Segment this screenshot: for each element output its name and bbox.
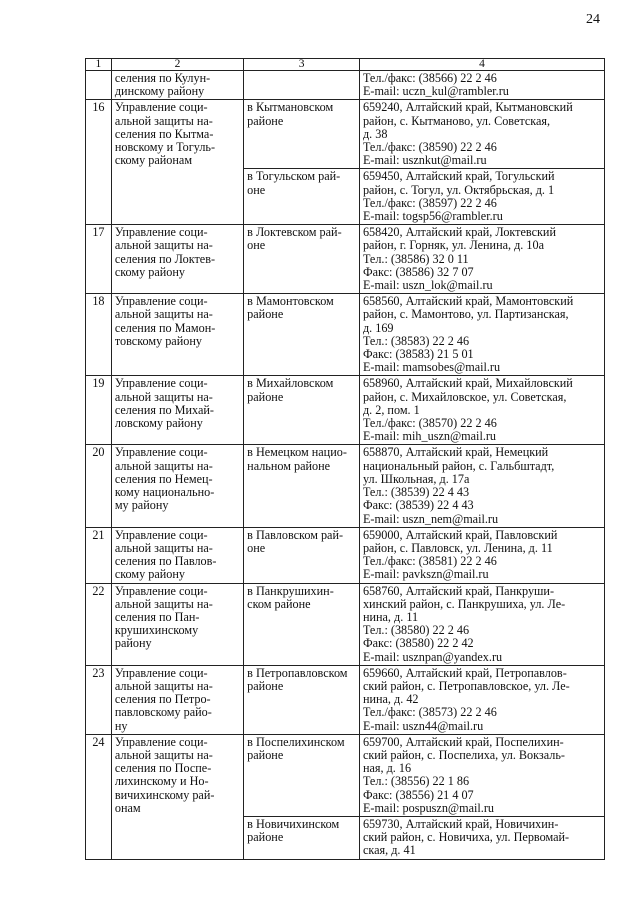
office-name-cell [111, 665, 243, 734]
office-name-line: селения по Михай- [114, 402, 214, 417]
office-name-cell [111, 71, 243, 100]
office-name-line: вичихинскому рай- [114, 787, 215, 802]
office-name-line: району [114, 636, 152, 651]
office-name-cell [111, 294, 243, 376]
column-number-row [86, 59, 605, 71]
office-name-line: Управление соци- [114, 225, 208, 240]
office-name-line: альной защиты на- [114, 238, 213, 253]
column-number: 1 [86, 59, 112, 71]
district-cell [244, 527, 360, 583]
contact-line: Тел./факс: (38573) 22 2 46 [362, 705, 497, 720]
district-line: районе [247, 678, 284, 693]
contact-line: 659660, Алтайский край, Петропавлов- [362, 665, 567, 680]
contact-line: 659700, Алтайский край, Поспелихин- [362, 734, 564, 749]
contact-line: район, г. Горняк, ул. Ленина, д. 10а [362, 238, 544, 253]
district-line: в Панкрушихин- [247, 583, 334, 598]
contact-line: Тел./факс: (38570) 22 2 46 [362, 416, 497, 431]
contacts-cell [359, 734, 604, 816]
office-name-line: павловскому райо- [114, 705, 212, 720]
office-name-line: селения по Пан- [114, 609, 200, 624]
district-line: районе [247, 307, 284, 322]
table-row [86, 583, 605, 665]
office-name-cell [111, 376, 243, 445]
office-name-line: кому национально- [114, 485, 215, 500]
district-line: в Новичихинском [247, 816, 340, 831]
office-name-line: скому району [114, 567, 186, 582]
office-name-line: селения по Немец- [114, 471, 213, 486]
contact-line: E-mail: mih_uszn@mail.ru [362, 429, 497, 444]
contact-line: д. 2, пом. 1 [362, 402, 420, 417]
contact-line: 658560, Алтайский край, Мамонтовский [362, 294, 574, 309]
district-line: в Павловском рай- [247, 527, 344, 542]
office-name-cell [111, 445, 243, 527]
contact-line: д. 169 [362, 320, 394, 335]
district-cell [244, 376, 360, 445]
office-name-line: селения по Кулун- [114, 71, 211, 85]
district-cell [244, 169, 360, 225]
district-cell [244, 734, 360, 816]
contact-line: ская, д. 41 [362, 843, 416, 858]
contact-line: E-mail: togsp56@rambler.ru [362, 209, 503, 224]
district-cell [244, 294, 360, 376]
contact-line: ский район, с. Петропавловское, ул. Ле- [362, 678, 570, 693]
office-name-line: товскому району [114, 333, 202, 348]
district-line: оне [247, 540, 266, 555]
row-number-cell: 20 [86, 445, 112, 527]
district-line: районе [247, 389, 284, 404]
district-line: в Михайловском [247, 376, 334, 391]
page-number: 24 [586, 12, 600, 27]
district-line: нальном районе [247, 458, 331, 473]
contact-line: E-mail: uszn_lok@mail.ru [362, 278, 493, 293]
table-row [86, 527, 605, 583]
row-number-cell: 17 [86, 225, 112, 294]
table-row [86, 225, 605, 294]
office-name-line: Управление соци- [114, 100, 208, 115]
contact-line: 659450, Алтайский край, Тогульский [362, 169, 555, 184]
table-row [86, 376, 605, 445]
office-name-line: скому районам [114, 153, 193, 168]
contact-line: д. 38 [362, 126, 388, 141]
table-row [86, 71, 605, 100]
column-number: 4 [359, 59, 604, 71]
contact-line: Факс: (38580) 22 2 42 [362, 636, 474, 651]
contact-line: 658420, Алтайский край, Локтевский [362, 225, 556, 240]
contact-line: ул. Школьная, д. 17а [362, 471, 470, 486]
office-name-line: ловскому району [114, 416, 203, 431]
district-cell [244, 71, 360, 100]
office-name-line: Управление соци- [114, 527, 208, 542]
contact-line: ная, д. 16 [362, 761, 412, 776]
district-line: в Тогульском рай- [247, 169, 341, 184]
contacts-cell [359, 527, 604, 583]
row-number-cell: 24 [86, 734, 112, 859]
office-name-line: альной защиты на- [114, 458, 213, 473]
contact-line: E-mail: usznpan@yandex.ru [362, 649, 503, 664]
contact-line: E-mail: uszn_nem@mail.ru [362, 511, 499, 526]
office-name-line: онам [114, 800, 141, 815]
contacts-cell [359, 225, 604, 294]
table-row [86, 665, 605, 734]
contacts-cell [359, 583, 604, 665]
contact-line: ский район, с. Новичиха, ул. Первомай- [362, 830, 570, 845]
office-name-line: селения по Локтев- [114, 251, 216, 266]
office-name-line: новскому и Тогуль- [114, 140, 216, 155]
contact-line: Факс: (38556) 21 4 07 [362, 787, 474, 802]
office-name-line: лихинскому и Но- [114, 774, 209, 789]
contact-line: ский район, с. Поспелиха, ул. Вокзаль- [362, 747, 565, 762]
district-cell [244, 100, 360, 169]
contacts-cell [359, 816, 604, 859]
office-name-line: Управление соци- [114, 294, 208, 309]
row-number-cell: 22 [86, 583, 112, 665]
contact-line: E-mail: usznkut@mail.ru [362, 153, 487, 168]
office-name-line: альной защиты на- [114, 540, 213, 555]
office-name-line: му району [114, 498, 169, 513]
office-name-line: Управление соци- [114, 445, 208, 460]
contact-line: 659730, Алтайский край, Новичихин- [362, 816, 559, 831]
district-line: оне [247, 182, 266, 197]
column-number: 2 [111, 59, 243, 71]
contacts-cell [359, 665, 604, 734]
row-number-cell: 19 [86, 376, 112, 445]
office-name-cell [111, 100, 243, 225]
contact-line: E-mail: pavkszn@mail.ru [362, 567, 489, 582]
office-name-line: альной защиты на- [114, 596, 213, 611]
district-line: районе [247, 747, 284, 762]
district-cell [244, 445, 360, 527]
contact-line: E-mail: mamsobes@mail.ru [362, 360, 501, 375]
district-line: районе [247, 113, 284, 128]
district-line: в Петропавловском [247, 665, 348, 680]
district-line: в Мамонтовском [247, 294, 334, 309]
office-name-line: Управление соци- [114, 583, 208, 598]
office-name-line: селения по Петро- [114, 692, 211, 707]
office-name-line: Управление соци- [114, 376, 208, 391]
contact-line: 658960, Алтайский край, Михайловский [362, 376, 573, 391]
office-name-line: альной защиты на- [114, 113, 213, 128]
contact-line: E-mail: uszn44@mail.ru [362, 718, 484, 733]
contact-line: Тел./факс: (38590) 22 2 46 [362, 140, 497, 155]
table-body [86, 71, 605, 860]
contact-line: E-mail: uczn_kul@rambler.ru [362, 84, 509, 99]
contact-line: Тел.: (38539) 22 4 43 [362, 485, 470, 500]
contact-line: 658760, Алтайский край, Панкруши- [362, 583, 555, 598]
contact-line: E-mail: pospuszn@mail.ru [362, 800, 494, 815]
contact-line: Тел./факс: (38566) 22 2 46 [362, 71, 497, 85]
district-cell [244, 225, 360, 294]
table-row [86, 294, 605, 376]
row-number-cell: 23 [86, 665, 112, 734]
contact-line: Тел.: (38580) 22 2 46 [362, 623, 470, 638]
office-name-cell [111, 225, 243, 294]
contact-line: 658870, Алтайский край, Немецкий [362, 445, 549, 460]
office-name-line: крушихинскому [114, 623, 199, 638]
contact-line: Факс: (38583) 21 5 01 [362, 347, 474, 362]
contacts-cell [359, 169, 604, 225]
contact-line: нина, д. 11 [362, 609, 419, 624]
contacts-cell [359, 376, 604, 445]
contact-line: Тел.: (38556) 22 1 86 [362, 774, 470, 789]
contacts-cell [359, 445, 604, 527]
office-name-line: селения по Мамон- [114, 320, 216, 335]
contact-line: Тел./факс: (38581) 22 2 46 [362, 554, 497, 569]
contact-line: Факс: (38586) 32 7 07 [362, 264, 474, 279]
office-name-line: скому району [114, 264, 186, 279]
table-row [86, 734, 605, 816]
office-name-line: селения по Павлов- [114, 554, 217, 569]
contact-line: район, с. Павловск, ул. Ленина, д. 11 [362, 540, 553, 555]
contacts-cell [359, 294, 604, 376]
row-number-cell: 16 [86, 100, 112, 225]
office-name-line: селения по Поспе- [114, 761, 212, 776]
contact-line: район, с. Тогул, ул. Октябрьская, д. 1 [362, 182, 555, 197]
contacts-table [85, 58, 605, 860]
office-name-cell [111, 527, 243, 583]
office-name-line: альной защиты на- [114, 747, 213, 762]
contact-line: район, с. Кытманово, ул. Советская, [362, 113, 551, 128]
office-name-line: Управление соци- [114, 734, 208, 749]
district-line: в Кытмановском [247, 100, 334, 115]
contact-line: Факс: (38539) 22 4 43 [362, 498, 474, 513]
district-line: районе [247, 830, 284, 845]
row-number-cell [86, 71, 112, 100]
office-name-line: ну [114, 718, 128, 733]
district-cell [244, 816, 360, 859]
contact-line: 659240, Алтайский край, Кытмановский [362, 100, 573, 115]
district-line: в Немецком нацио- [247, 445, 347, 460]
office-name-line: альной защиты на- [114, 389, 213, 404]
office-name-line: селения по Кытма- [114, 126, 214, 141]
contact-line: район, с. Мамонтово, ул. Партизанская, [362, 307, 569, 322]
contact-line: район, с. Михайловское, ул. Советская, [362, 389, 567, 404]
contacts-cell [359, 71, 604, 100]
district-cell [244, 583, 360, 665]
table-row [86, 100, 605, 169]
office-name-line: альной защиты на- [114, 307, 213, 322]
contact-line: нина, д. 42 [362, 692, 419, 707]
district-line: в Поспелихинском [247, 734, 345, 749]
table-row [86, 445, 605, 527]
contact-line: Тел./факс: (38597) 22 2 46 [362, 195, 497, 210]
district-line: в Локтевском рай- [247, 225, 342, 240]
contact-line: национальный район, с. Гальбштадт, [362, 458, 555, 473]
row-number-cell: 18 [86, 294, 112, 376]
district-line: оне [247, 238, 266, 253]
district-line: ском районе [247, 596, 311, 611]
contact-line: 659000, Алтайский край, Павловский [362, 527, 558, 542]
office-name-cell [111, 734, 243, 859]
contact-line: хинский район, с. Панкрушиха, ул. Ле- [362, 596, 566, 611]
district-cell [244, 665, 360, 734]
contacts-cell [359, 100, 604, 169]
office-name-line: альной защиты на- [114, 678, 213, 693]
office-name-cell [111, 583, 243, 665]
contact-line: Тел.: (38586) 32 0 11 [362, 251, 469, 266]
contact-line: Тел.: (38583) 22 2 46 [362, 333, 470, 348]
office-name-line: динскому району [114, 84, 205, 99]
column-number: 3 [244, 59, 360, 71]
row-number-cell: 21 [86, 527, 112, 583]
office-name-line: Управление соци- [114, 665, 208, 680]
